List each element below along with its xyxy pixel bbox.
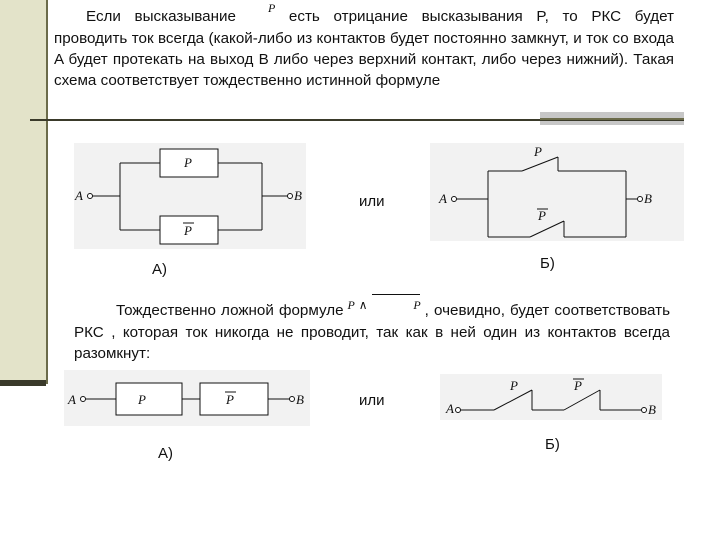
input-label: A (68, 392, 76, 407)
circuit-parallel-b (430, 143, 684, 241)
contact-p-label: P (534, 144, 542, 159)
circuit-series-b (440, 374, 662, 420)
contact-not-p-label: P (184, 223, 192, 238)
formula-and-symbol: ∧ (358, 298, 368, 312)
contact-not-p-label: P (538, 208, 546, 223)
contact-not-p-label: P (574, 378, 582, 393)
caption-a-top: А) (152, 261, 167, 278)
rule-block-line (540, 118, 684, 120)
caption-or-top: или (359, 193, 385, 210)
caption-or-bottom: или (359, 392, 385, 409)
input-label: A (446, 401, 454, 416)
paragraph-tautology (54, 1, 674, 91)
caption-a-bottom: А) (158, 445, 173, 462)
circuit-series-a (64, 370, 310, 426)
paragraph-contradiction (74, 300, 670, 364)
input-label: A (75, 188, 83, 203)
paragraph-text-start: Тождественно ложной формуле (116, 302, 344, 319)
circuit-parallel-a (74, 143, 306, 249)
formula-p-and-not-p (344, 298, 425, 312)
side-bar-accent (0, 380, 46, 386)
formula-p: P (347, 298, 355, 312)
contact-p-box (116, 383, 182, 415)
input-label: A (439, 191, 447, 206)
side-bar (0, 0, 48, 384)
caption-b-top: Б) (540, 255, 555, 272)
output-label: B (294, 188, 302, 203)
negated-p-symbol: P (236, 0, 275, 19)
paragraph-text-rest: , очевидно, будет соответствовать РКС , которая ток никогда не проводит, так как в ней один из контактов всегда разомкнут: (74, 302, 671, 362)
paragraph-text-rest: есть отрицание высказывания P, то РКС будет проводить ток всегда (какой-либо из контактов будет постоянно замкнут, и ток со входа A будет протекать на выход B либо через верхний контакт, либо через нижний). Такая схема соответствует тождественно истинной формуле (54, 8, 674, 89)
contact-p-label: P (510, 378, 518, 393)
output-label: B (296, 392, 304, 407)
output-label: B (648, 402, 656, 417)
contact-not-p-label: P (226, 392, 234, 407)
paragraph-text-start: Если высказывание (86, 8, 236, 25)
contact-not-p-box (200, 383, 268, 415)
formula-not-p: P (371, 295, 420, 316)
caption-b-bottom: Б) (545, 436, 560, 453)
output-label: B (644, 191, 652, 206)
contact-p-label: P (138, 392, 146, 407)
contact-p-label: P (184, 155, 192, 170)
